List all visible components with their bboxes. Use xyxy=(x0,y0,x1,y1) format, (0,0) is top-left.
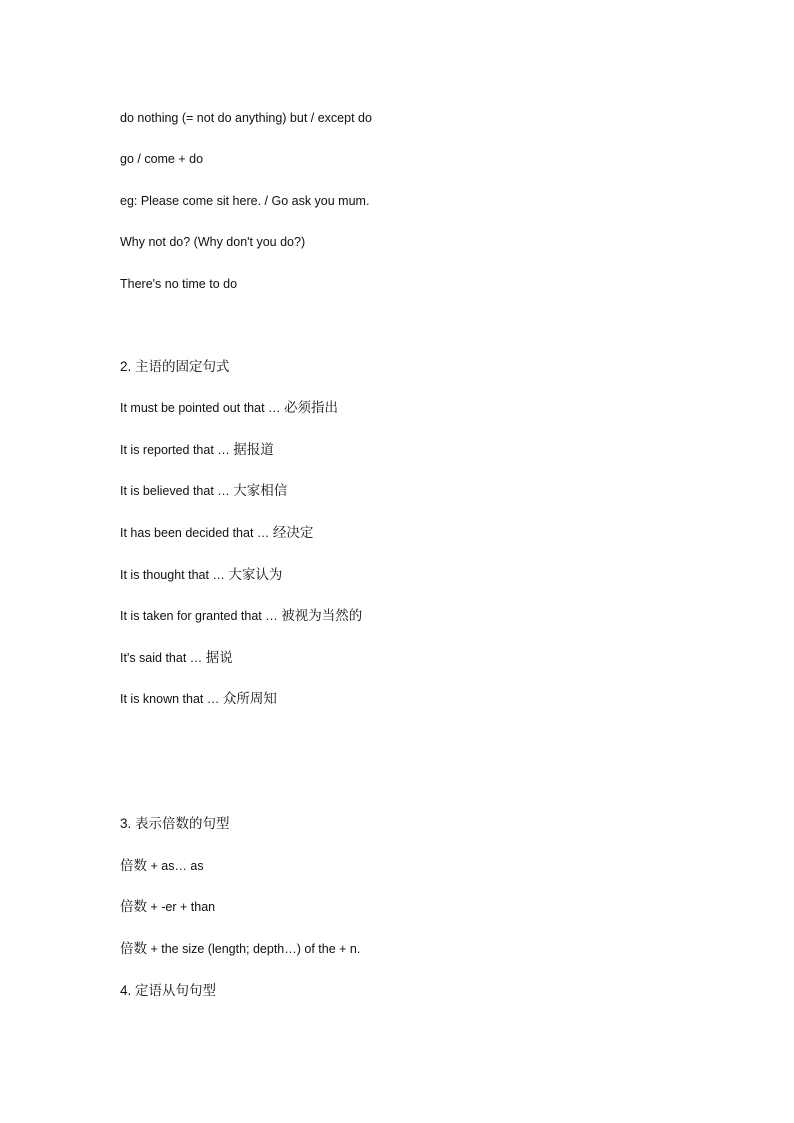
text-line: Why not do? (Why don't you do?) xyxy=(120,235,306,249)
phrase-chinese: 众所周知 xyxy=(222,691,277,707)
pattern-item xyxy=(120,941,360,957)
text-line: do nothing (= not do anything) but / except do xyxy=(120,111,372,125)
phrase-english: It has been decided that … xyxy=(120,526,273,540)
phrase-item xyxy=(120,608,362,624)
phrase-item xyxy=(120,567,282,583)
pattern-chinese: 倍数 xyxy=(120,858,147,874)
phrase-english: It is reported that … xyxy=(120,443,234,457)
pattern-english: + as… as xyxy=(147,859,204,873)
phrase-chinese: 大家认为 xyxy=(228,567,283,583)
phrase-english: It's said that … xyxy=(120,651,206,665)
section-heading: 3. 表示倍数的句型 xyxy=(120,816,230,831)
pattern-english: + the size (length; depth…) of the + n. xyxy=(147,942,361,956)
phrase-item xyxy=(120,691,277,707)
phrase-english: It is known that … xyxy=(120,692,223,706)
phrase-english: It is believed that … xyxy=(120,484,234,498)
phrase-english: It is thought that … xyxy=(120,568,229,582)
pattern-english: + -er + than xyxy=(147,900,216,914)
phrase-chinese: 据说 xyxy=(205,650,233,666)
pattern-chinese: 倍数 xyxy=(120,899,147,915)
phrase-chinese: 据报道 xyxy=(233,442,274,458)
phrase-english: It must be pointed out that … xyxy=(120,401,284,415)
phrase-english: It is taken for granted that … xyxy=(120,609,282,623)
text-line: eg: Please come sit here. / Go ask you mum. xyxy=(120,194,370,208)
pattern-item xyxy=(120,858,204,874)
phrase-chinese: 经决定 xyxy=(272,525,314,541)
phrase-item xyxy=(120,400,338,416)
phrase-item xyxy=(120,525,313,541)
text-line: There's no time to do xyxy=(120,277,238,291)
phrase-item xyxy=(120,650,233,666)
phrase-chinese: 被视为当然的 xyxy=(281,608,363,624)
phrase-chinese: 大家相信 xyxy=(233,483,288,499)
phrase-chinese: 必须指出 xyxy=(283,400,338,416)
section-heading: 4. 定语从句句型 xyxy=(120,983,217,998)
text-line: go / come + do xyxy=(120,152,204,166)
phrase-item xyxy=(120,483,287,499)
section-heading: 2. 主语的固定句式 xyxy=(120,359,230,374)
phrase-item xyxy=(120,442,274,458)
pattern-item xyxy=(120,899,215,915)
pattern-chinese: 倍数 xyxy=(120,941,147,957)
